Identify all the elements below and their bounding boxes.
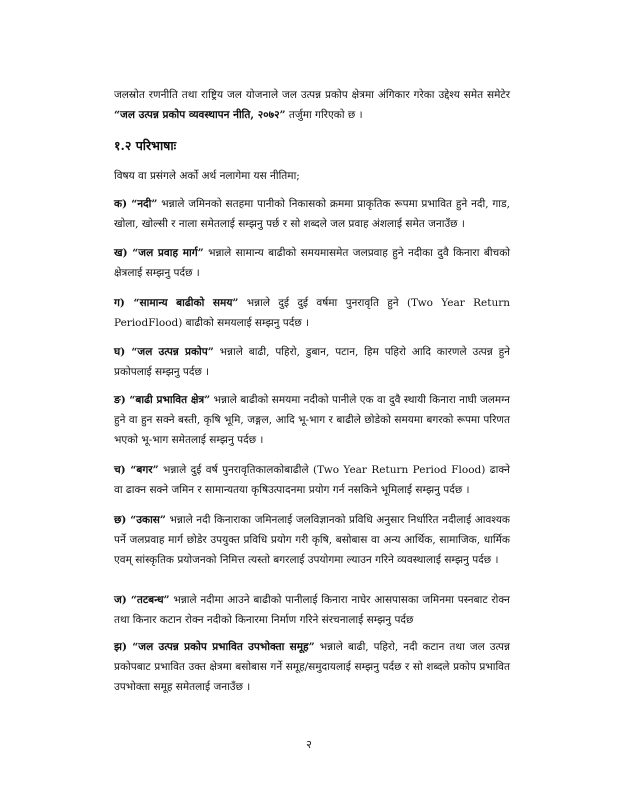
definition-gha [114,342,510,382]
definition-text: भन्नाले नदी किनाराका जमिनलाई जलविज्ञानको प्रविधि अनुसार निर्धारित नदीलाई आवश्यक पर्ने जलप्रवाह मार्ग छोडेर उपयुक्त प्रविधि प्रयोग गरी कृषि, बसोबास वा अन्य आर्थिक, सामाजिक, धार्मिक एवम् सांस्कृतिक प्रयोजनको निमित्त त्यस्तो बगरलाई उपयोगमा ल्याउन गरिने व्यवस्थालाई सम्झनु पर्दछ । [114,514,510,566]
section-heading: १.२ परिभाषाः [114,138,177,153]
definition-term: क) “नदी” [114,198,158,210]
definition-term: ज) “तटबन्ध” [114,594,170,606]
definition-nga [114,390,510,450]
definition-ja [114,590,510,630]
definition-text: भन्नाले दुई दुई वर्षमा पुनरावृति हुने (Two Year Return PeriodFlood) बाढीको समयलाई सम्झनु पर्दछ । [114,297,510,329]
definition-text: भन्नाले सामान्य बाढीको समयमासमेत जलप्रवाह हुने नदीका दुवै किनारा बीचको क्षेत्रलाई सम्झनु पर्दछ । [114,247,510,279]
definition-text: भन्नाले बाढी, पहिरो, नदी कटान तथा जल उत्पन्न प्रकोपबाट प्रभावित उक्त क्षेत्रमा बसोबास गर्ने समूह/समुदायलाई सम्झनु पर्दछ र सो शब्दले प्रकोप प्रभावित उपभोक्ता समूह समेतलाई जनाउँछ । [114,641,510,693]
intro-text-end: तर्जुमा गरिएको छ । [285,108,363,121]
definition-term: घ) “जल उत्पन्न प्रकोप” [114,346,214,358]
definition-text: भन्नाले बाढीको समयमा नदीको पानीले एक वा दुवै स्थायी किनारा नाघी जलमग्न हुने वा हुन सक्ने बस्ती, कृषि भूमि, जङ्गल, आदि भू-भाग र बाढीले छोडेको समयमा बगरको रूपमा परिणत भएको भू-भाग समेतलाई सम्झनु पर्दछ । [114,394,510,446]
policy-title: “जल उत्पन्न प्रकोप व्यवस्थापन नीति, २०७२” [114,108,286,121]
definition-chha [114,510,510,570]
definition-term: छ) “उकास” [114,514,166,526]
definition-term: ङ) “बाढी प्रभावित क्षेत्र” [114,394,211,406]
definition-text: भन्नाले जमिनको सतहमा पानीको निकासको क्रममा प्राकृतिक रूपमा प्रभावित हुने नदी, गाड, खोला, खोल्सी र नाला समेतलाई सम्झनु पर्छ र सो शब्दले जल प्रवाह अंशलाई समेत जनाउँछ । [114,198,510,230]
definition-text: भन्नाले नदीमा आउने बाढीको पानीलाई किनारा नाघेर आसपासका जमिनमा पस्नबाट रोक्न तथा किनार कटान रोक्न नदीको किनारमा निर्माण गरिने संरचनालाई सम्झनु पर्दछ [114,594,510,626]
definition-cha [114,460,510,500]
definition-jha [114,637,510,697]
definition-term: ग) “सामान्य बाढीको समय” [114,297,239,309]
definition-term: झ) “जल उत्पन्न प्रकोप प्रभावित उपभोक्ता समूह” [114,641,315,653]
definition-term: ख) “जल प्रवाह मार्ग” [114,247,204,259]
definition-term: च) “बगर” [114,464,159,476]
definition-ga [114,293,510,333]
definition-text: भन्नाले बाढी, पहिरो, डुबान, पटान, हिम पहिरो आदि कारणले उत्पन्न हुने प्रकोपलाई सम्झनु पर्दछ । [114,346,511,378]
definition-text: भन्नाले दुई वर्ष पुनरावृतिकालकोबाढीले (Two Year Return Period Flood) ढाक्ने वा ढाक्न सक्ने जमिन र सामान्यतया कृषिउत्पादनमा प्रयोग गर्न नसकिने भूमिलाई सम्झनु पर्दछ । [114,464,510,496]
intro-paragraph [114,86,510,125]
lead-paragraph: विषय वा प्रसंगले अर्को अर्थ नलागेमा यस नीतिमा; [114,170,300,182]
page-number: २ [306,738,312,751]
definition-ka [114,194,510,234]
intro-text: जलस्रोत रणनीति तथा राष्ट्रिय जल योजनाले जल उत्पन्न प्रकोप क्षेत्रमा अंगिकार गरेका उद्देश्य समेत समेटेर [114,89,510,101]
definition-kha [114,243,510,283]
